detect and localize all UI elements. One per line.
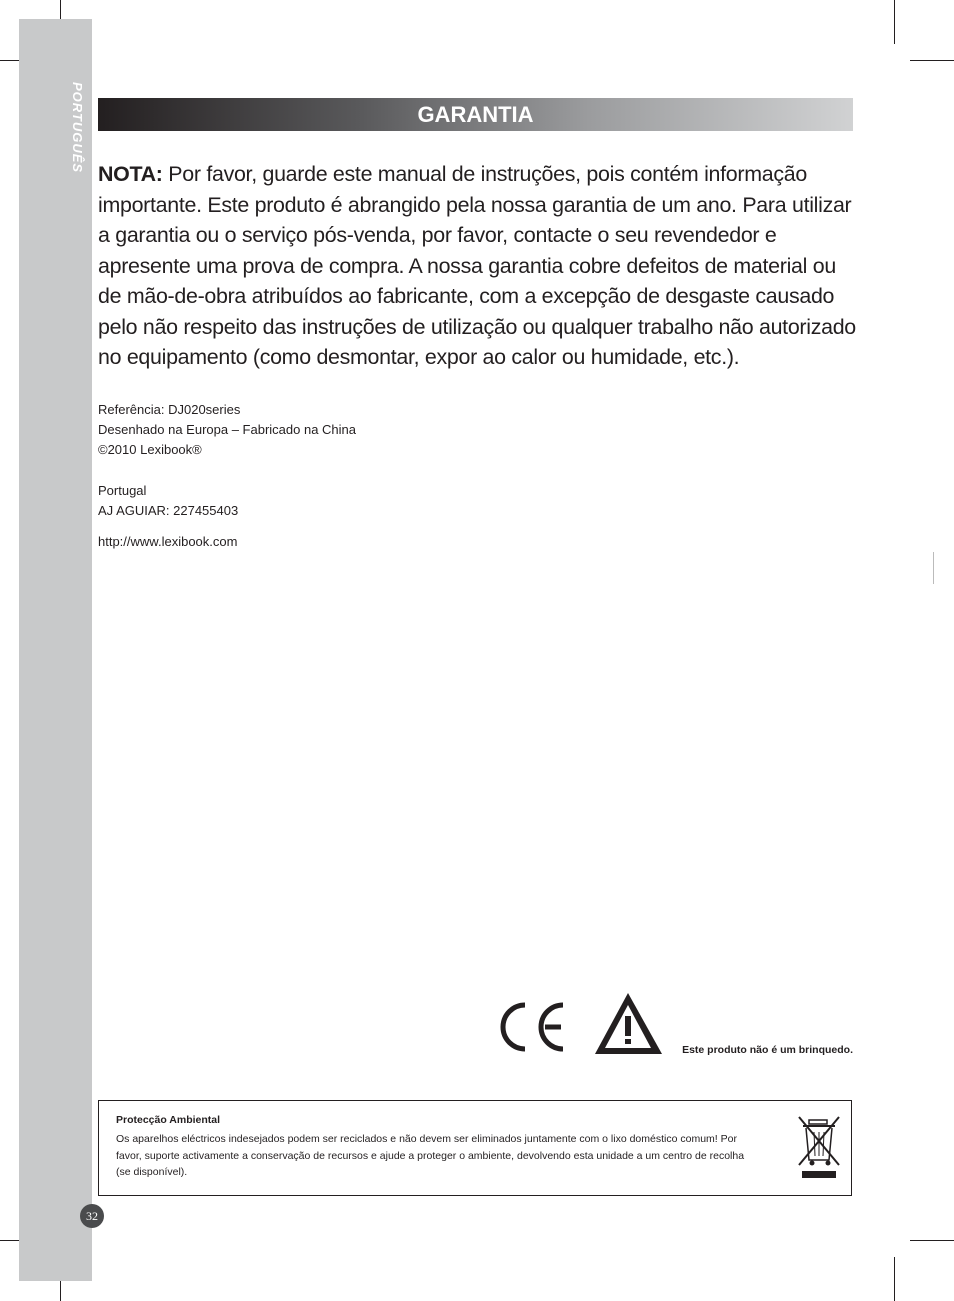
environment-title: Protecção Ambiental xyxy=(116,1114,221,1126)
page-title-text: GARANTIA xyxy=(417,101,534,127)
environment-text: Os aparelhos eléctricos indesejados podem ser reciclados e não devem ser eliminados juntamente com o lixo doméstico comum! Por favor, suporte activamente a conservação de recursos e ajude a proteger o ambiente, devolvendo esta unidade a um centro de recolha (se disponível). xyxy=(116,1133,745,1178)
note-label: NOTA: xyxy=(98,162,163,186)
note-text: Por favor, guarde este manual de instruções, pois contém informação importante. Este produto é abrangido pela nossa garantia de um ano. Para utilizar a garantia ou o serviço pós-venda, por favor, contacte o seu revendedor e apresente uma prova de compra. A nossa garantia cobre defeitos de material ou de mão-de-obra atribuídos ao fabricante, com a excepção de desgaste causado pelo não respeito das instruções de utilização ou qualquer trabalho não autorizado no equipamento (como desmontar, expor ao calor ou humidade, etc.). xyxy=(98,162,856,369)
designed-line: Desenhado na Europa – Fabricado na China xyxy=(98,422,357,437)
language-label: PORTUGUÊS xyxy=(70,82,85,174)
side-band xyxy=(19,19,92,1281)
page-number: 32 xyxy=(80,1204,104,1228)
contact-line: AJ AGUIAR: 227455403 xyxy=(98,503,239,518)
environment-box xyxy=(98,1100,852,1196)
warranty-note xyxy=(98,159,858,373)
reference-line: Referência: DJ020series xyxy=(98,402,241,417)
page-title xyxy=(98,98,853,131)
ce-mark-icon xyxy=(503,1005,563,1049)
crossed-out-bin-icon xyxy=(796,1114,842,1180)
copyright-line: ©2010 Lexibook® xyxy=(98,442,202,457)
country-line: Portugal xyxy=(98,483,147,498)
website-link[interactable]: http://www.lexibook.com xyxy=(98,534,238,549)
warning-icons xyxy=(495,990,675,1060)
not-a-toy-notice: Este produto não é um brinquedo. xyxy=(682,1044,853,1056)
warning-triangle-icon xyxy=(595,993,662,1054)
